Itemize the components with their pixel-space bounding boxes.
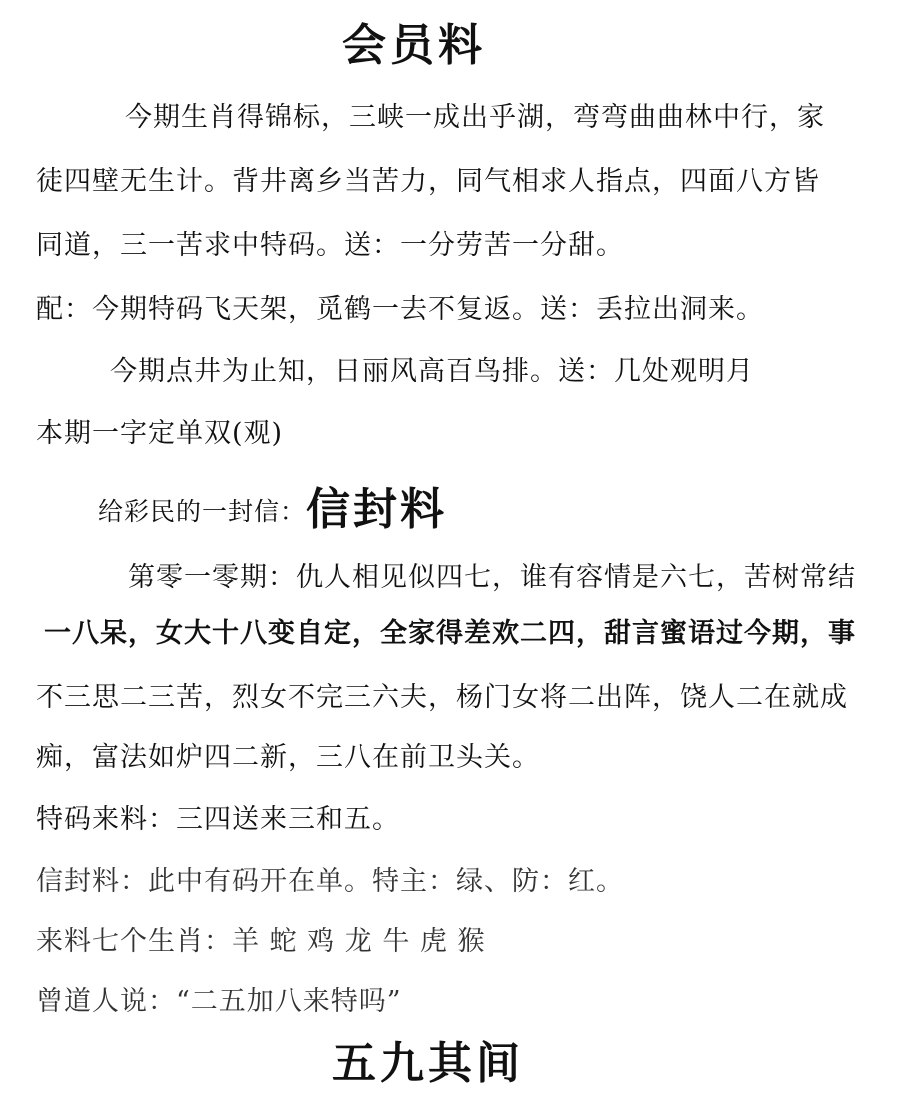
special-code-line: 特码来料：三四送来三和五。 <box>36 804 400 835</box>
member-line-5: 今期点井为止知，日丽风高百鸟排。送：几处观明月 <box>110 356 754 387</box>
envelope-line-3: 不三思二三苦，烈女不完三六夫，杨门女将二出阵，饶人二在就成 <box>36 682 848 713</box>
member-title: 会员料 <box>342 20 486 71</box>
member-line-3: 同道，三一苦求中特码。送：一分劳苦一分甜。 <box>36 230 624 261</box>
saying-line: 曾道人说：“二五加八来特吗” <box>36 986 402 1017</box>
member-line-4: 配：今期特码飞天架，觅鹤一去不复返。送：丢拉出洞来。 <box>36 294 764 325</box>
envelope-title: 信封料 <box>306 484 448 535</box>
member-line-1: 今期生肖得锦标，三峡一成出乎湖，弯弯曲曲林中行，家 <box>125 102 825 133</box>
envelope-line-2: 一八呆，女大十八变自定，全家得差欢二四，甜言蜜语过今期，事 <box>44 618 856 649</box>
envelope-heading <box>98 480 447 542</box>
footer-title: 五九其间 <box>332 1038 524 1089</box>
envelope-lead: 给彩民的一封信： <box>98 497 307 526</box>
envelope-line-1: 第零一零期：仇人相见似四七，谁有容情是六七，苦树常结 <box>128 562 856 593</box>
member-line-6: 本期一字定单双(观) <box>36 418 284 449</box>
zodiac-line: 来料七个生肖：羊 蛇 鸡 龙 牛 虎 猴 <box>36 926 486 957</box>
member-line-2: 徒四壁无生计。背井离乡当苦力，同气相求人指点，四面八方皆 <box>36 166 820 197</box>
envelope-line-4: 痴，富法如炉四二新，三八在前卫头关。 <box>36 742 540 773</box>
envelope-code-line: 信封料：此中有码开在单。特主：绿、防：红。 <box>36 866 624 897</box>
